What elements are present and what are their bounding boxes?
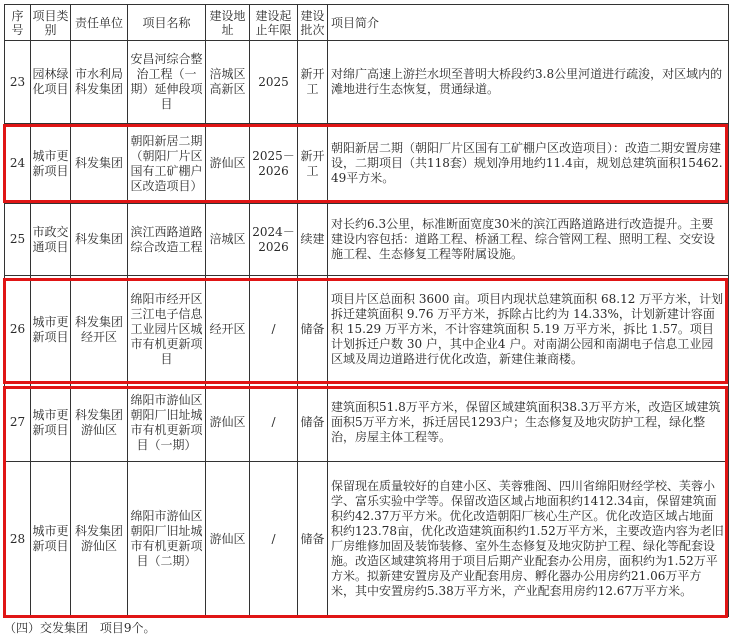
header-category: 项目类别 bbox=[31, 5, 71, 41]
row-years: 2025－2026 bbox=[250, 124, 298, 204]
row-intro: 项目片区总面积 3600 亩。项目内现状总建筑面积 68.12 万平方米，计划拆迁建筑面积 9.76 万平方米，拆除占比约为 14.33%，计划新建计容面积 15.29 万平方米，不计容建筑面积 5.19 万平方米，拆比 1.57。项目计划拆迁户数 30 户，其中企业4 户。对南湖公园和南湖电子信息工业园区域及周边道路进行优化改造，新建住兼商楼。 bbox=[328, 276, 729, 384]
footer-section-title: （四）交发集团 bbox=[4, 621, 89, 635]
row-years: / bbox=[250, 384, 298, 462]
row-name: 滨江西路道路综合改造工程 bbox=[128, 204, 206, 276]
row-seq: 26 bbox=[5, 276, 31, 384]
row-unit: 市水利局科发集团 bbox=[71, 41, 128, 124]
table-row bbox=[5, 41, 729, 124]
row-name: 绵阳市游仙区朝阳厂旧址城市有机更新项目（一期） bbox=[128, 384, 206, 462]
row-name: 绵阳市游仙区朝阳厂旧址城市有机更新项目（二期） bbox=[128, 462, 206, 617]
header-seq: 序号 bbox=[5, 5, 31, 41]
row-seq: 25 bbox=[5, 204, 31, 276]
row-years: 2025 bbox=[250, 41, 298, 124]
row-unit: 科发集团 bbox=[71, 204, 128, 276]
row-seq: 23 bbox=[5, 41, 31, 124]
row-intro: 朝阳新居二期（朝阳厂片区国有工矿棚户区改造项目）：改造二期安置房建设，二期项目（共118套）规划净用地约11.4亩，规划总建筑面积15462.49平方米。 bbox=[328, 124, 729, 204]
row-intro: 保留现在质量较好的自建小区、芙蓉雅阁、四川省绵阳财经学校、芙蓉小学、富乐实验中学等。保留改造区域占地面积约1412.34亩，保留建筑面积约42.37万平方米。优化改造朝阳厂核心生产区。优化改造区域占地面积约123.78亩，优化改造建筑面积约1.52万平方米，主要改造内容为老旧厂房维修加固及装饰装修、室外生态修复及地灾防护工程、绿化等配套设施。改造区域建筑将用于项目后期产业配套办公用房，面积约为1.52万平方米。拟新建安置房及产业配套用房、孵化器办公用房约21.06万平方米，其中安置房约5.38万平方米，产业配套用房约12.67万平方米。 bbox=[328, 462, 729, 617]
row-unit: 科发集团经开区 bbox=[71, 276, 128, 384]
header-name: 项目名称 bbox=[128, 5, 206, 41]
row-category: 城市更新项目 bbox=[31, 124, 71, 204]
row-category: 园林绿化项目 bbox=[31, 41, 71, 124]
table-row bbox=[5, 276, 729, 384]
row-seq: 24 bbox=[5, 124, 31, 204]
row-batch: 新开工 bbox=[298, 41, 328, 124]
row-unit: 科发集团 bbox=[71, 124, 128, 204]
table-row bbox=[5, 384, 729, 462]
row-years: / bbox=[250, 462, 298, 617]
row-location: 涪城区 bbox=[206, 204, 250, 276]
header-intro: 项目简介 bbox=[328, 5, 729, 41]
row-category: 城市更新项目 bbox=[31, 276, 71, 384]
row-name: 朝阳新居二期（朝阳厂片区国有工矿棚户区改造项目） bbox=[128, 124, 206, 204]
row-years: / bbox=[250, 276, 298, 384]
header-location: 建设地址 bbox=[206, 5, 250, 41]
table-row bbox=[5, 462, 729, 617]
table-header-row bbox=[5, 5, 729, 41]
row-location: 游仙区 bbox=[206, 124, 250, 204]
row-unit: 科发集团游仙区 bbox=[71, 384, 128, 462]
row-batch: 新开工 bbox=[298, 124, 328, 204]
row-location: 游仙区 bbox=[206, 384, 250, 462]
row-years: 2024－2026 bbox=[250, 204, 298, 276]
row-name: 绵阳市经开区三江电子信息工业园片区城市有机更新项目 bbox=[128, 276, 206, 384]
row-name: 安昌河综合整治工程（一期）延伸段项目 bbox=[128, 41, 206, 124]
row-intro: 对绵广高速上游拦水坝至普明大桥段约3.8公里河道进行疏浚，对区域内的滩地进行生态恢复，贯通绿道。 bbox=[328, 41, 729, 124]
row-location: 游仙区 bbox=[206, 462, 250, 617]
row-intro: 建筑面积51.8万平方米，保留区域建筑面积38.3万平方米，改造区域建筑面积5万平方米，拆迁居民1293户；生态修复及地灾防护工程，绿化整治，房屋主体工程等。 bbox=[328, 384, 729, 462]
section-footer bbox=[4, 620, 155, 636]
row-batch: 储备 bbox=[298, 276, 328, 384]
row-category: 市政交通项目 bbox=[31, 204, 71, 276]
header-years: 建设起止年限 bbox=[250, 5, 298, 41]
row-batch: 储备 bbox=[298, 384, 328, 462]
row-unit: 科发集团游仙区 bbox=[71, 462, 128, 617]
row-seq: 27 bbox=[5, 384, 31, 462]
row-category: 城市更新项目 bbox=[31, 384, 71, 462]
footer-project-count: 项目9个。 bbox=[99, 621, 156, 635]
row-seq: 28 bbox=[5, 462, 31, 617]
row-batch: 续建 bbox=[298, 204, 328, 276]
row-batch: 储备 bbox=[298, 462, 328, 617]
project-table bbox=[4, 4, 729, 617]
header-batch: 建设批次 bbox=[298, 5, 328, 41]
row-location: 经开区 bbox=[206, 276, 250, 384]
row-intro: 对长约6.3公里，标准断面宽度30米的滨江西路道路进行改造提升。主要建设内容包括：道路工程、桥涵工程、综合管网工程、照明工程、交安设施工程、生态修复工程等附属设施。 bbox=[328, 204, 729, 276]
row-location: 涪城区高新区 bbox=[206, 41, 250, 124]
table-row bbox=[5, 124, 729, 204]
table-row bbox=[5, 204, 729, 276]
header-unit: 责任单位 bbox=[71, 5, 128, 41]
row-category: 城市更新项目 bbox=[31, 462, 71, 617]
